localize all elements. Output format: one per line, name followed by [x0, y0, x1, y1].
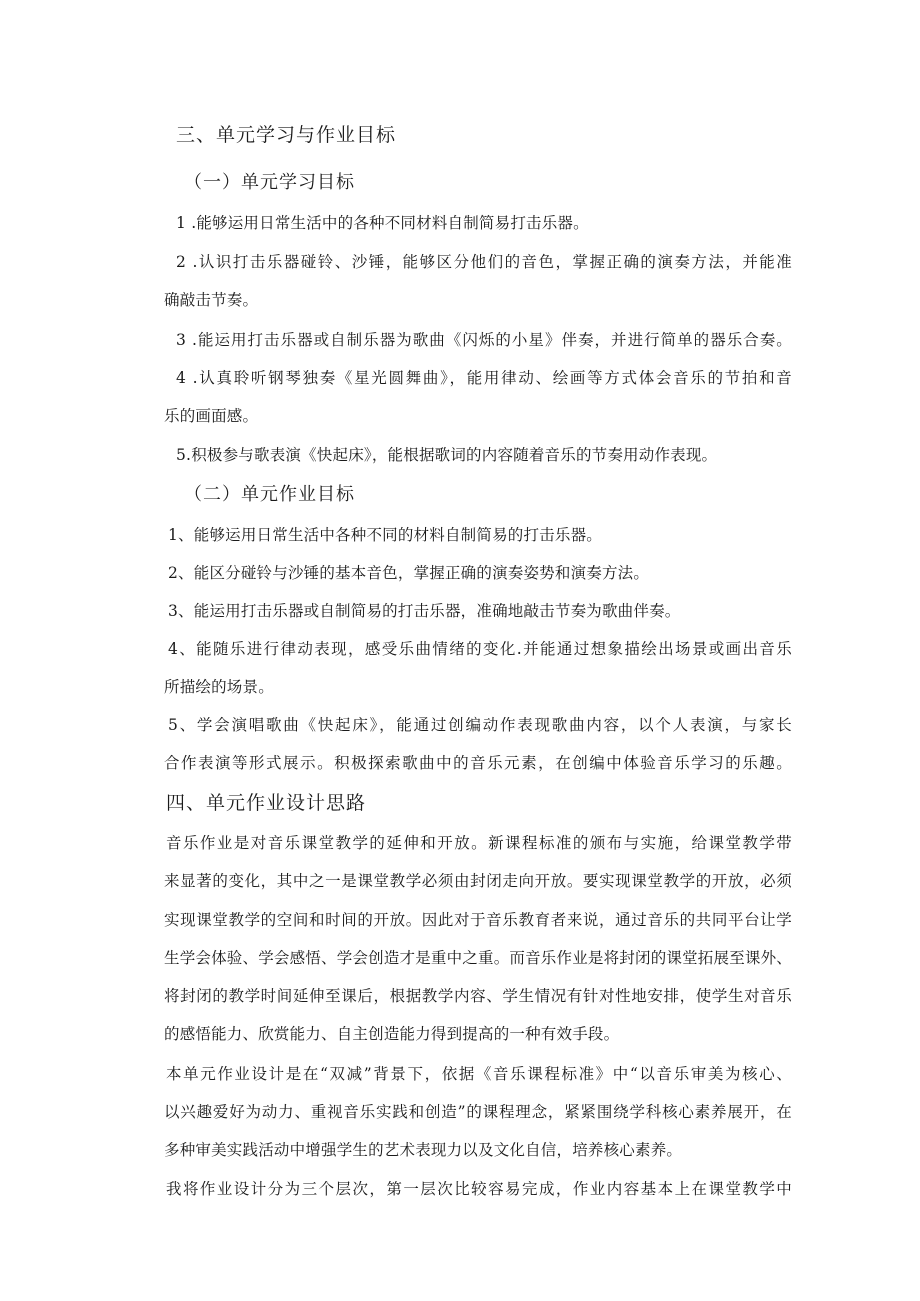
homework-goal-4-cont: 所描绘的场景。: [164, 678, 274, 696]
homework-goal-5-cont: 合作表演等形式展示。积极探索歌曲中的音乐元素，在创编中体验音乐学习的乐趣。: [164, 754, 792, 772]
learning-goal-4: 4 .认真聆听钢琴独奏《星光圆舞曲》，能用律动、绘画等方式体会音乐的节拍和音: [176, 369, 792, 387]
para-1-line-3: 实现课堂教学的空间和时间的开放。因此对于音乐教育者来说，通过音乐的共同平台让学: [164, 911, 792, 929]
para-2-line-1: 本单元作业设计是在“双减”背景下，依据《音乐课程标准》中“以音乐审美为核心、: [166, 1065, 792, 1083]
homework-goals-heading: （二）单元作业目标: [184, 484, 355, 505]
para-1-line-6: 的感悟能力、欣赏能力、自主创造能力得到提高的一种有效手段。: [164, 1025, 620, 1043]
learning-goal-2-cont: 确敲击节奏。: [164, 291, 259, 309]
homework-goal-2: 2、能区分碰铃与沙锤的基本音色，掌握正确的演奏姿势和演奏方法。: [168, 564, 650, 582]
learning-goal-1: 1 .能够运用日常生活中的各种不同材料自制简易打击乐器。: [176, 214, 589, 232]
para-2-line-2: 以兴趣爱好为动力、重视音乐实践和创造”的课程理念，紧紧围绕学科核心素养展开，在: [164, 1103, 792, 1121]
learning-goal-2: 2 .认识打击乐器碰铃、沙锤，能够区分他们的音色，掌握正确的演奏方法，并能准: [176, 253, 792, 271]
section-3-heading: 三、单元学习与作业目标: [176, 124, 397, 146]
homework-goal-1: 1、能够运用日常生活中各种不同的材料自制简易的打击乐器。: [168, 526, 602, 544]
para-3-line-1: 我将作业设计分为三个层次，第一层次比较容易完成，作业内容基本上在课堂教学中: [166, 1180, 792, 1198]
homework-goal-5: 5、学会演唱歌曲《快起床》，能通过创编动作表现歌曲内容，以个人表演，与家长: [168, 716, 792, 734]
learning-goals-heading: （一）单元学习目标: [184, 172, 355, 193]
learning-goal-4-cont: 乐的画面感。: [164, 407, 259, 425]
para-1-line-5: 将封闭的教学时间延伸至课后，根据教学内容、学生情况有针对性地安排，使学生对音乐: [164, 987, 792, 1005]
homework-goal-4: 4、能随乐进行律动表现，感受乐曲情绪的变化.并能通过想象描绘出场景或画出音乐: [168, 640, 792, 658]
learning-goal-3: 3 .能运用打击乐器或自制乐器为歌曲《闪烁的小星》伴奏，并进行简单的器乐合奏。: [176, 331, 792, 349]
learning-goal-5: 5.积极参与歌表演《快起床》，能根据歌词的内容随着音乐的节奏用动作表现。: [176, 446, 718, 464]
para-2-line-3: 多种审美实践活动中增强学生的艺术表现力以及文化自信，培养核心素养。: [164, 1141, 683, 1159]
para-1-line-4: 生学会体验、学会感悟、学会创造才是重中之重。而音乐作业是将封闭的课堂拓展至课外、: [164, 949, 793, 967]
homework-goal-3: 3、能运用打击乐器或自制简易的打击乐器，准确地敲击节奏为歌曲伴奏。: [168, 602, 681, 620]
section-4-heading: 四、单元作业设计思路: [166, 792, 367, 814]
para-1-line-1: 音乐作业是对音乐课堂教学的延伸和开放。新课程标准的颁布与实施，给课堂教学带: [166, 834, 792, 852]
para-1-line-2: 来显著的变化，其中之一是课堂教学必须由封闭走向开放。要实现课堂教学的开放，必须: [164, 872, 792, 890]
